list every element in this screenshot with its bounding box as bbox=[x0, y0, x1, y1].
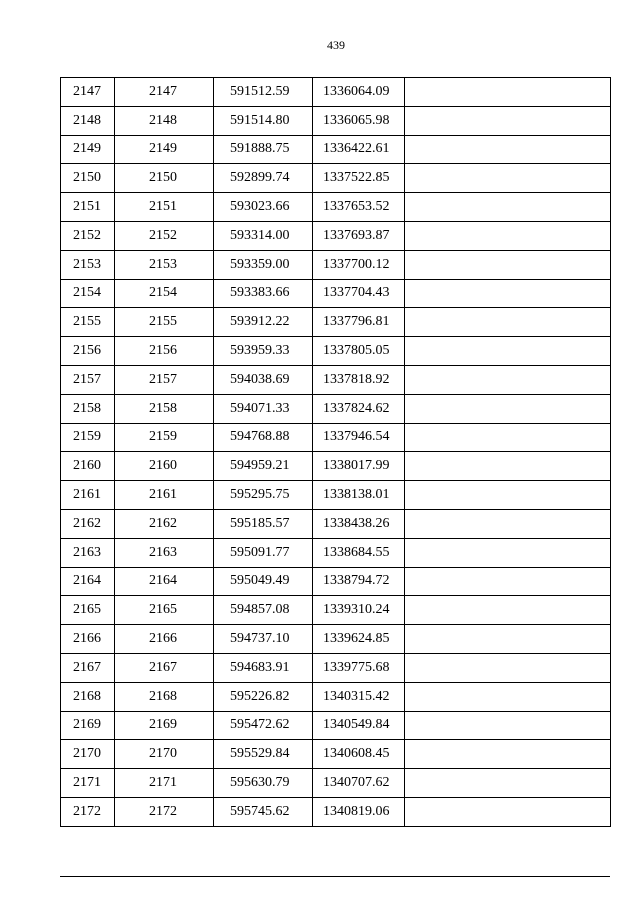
point-id-cell: 2169 bbox=[115, 711, 214, 740]
point-number-cell: 2159 bbox=[61, 423, 115, 452]
x-coordinate-cell: 594959.21 bbox=[214, 452, 313, 481]
y-coordinate-cell: 1337522.85 bbox=[313, 164, 405, 193]
y-coordinate-cell: 1337824.62 bbox=[313, 394, 405, 423]
point-id-cell: 2155 bbox=[115, 308, 214, 337]
x-coordinate-cell: 595529.84 bbox=[214, 740, 313, 769]
y-coordinate-cell: 1340608.45 bbox=[313, 740, 405, 769]
table-row bbox=[61, 797, 611, 826]
point-number-cell: 2147 bbox=[61, 78, 115, 107]
table-row bbox=[61, 365, 611, 394]
remarks-cell bbox=[405, 78, 611, 107]
x-coordinate-cell: 593359.00 bbox=[214, 250, 313, 279]
y-coordinate-cell: 1338017.99 bbox=[313, 452, 405, 481]
remarks-cell bbox=[405, 481, 611, 510]
x-coordinate-cell: 593314.00 bbox=[214, 221, 313, 250]
y-coordinate-cell: 1337700.12 bbox=[313, 250, 405, 279]
point-id-cell: 2168 bbox=[115, 682, 214, 711]
point-number-cell: 2171 bbox=[61, 769, 115, 798]
point-number-cell: 2152 bbox=[61, 221, 115, 250]
point-number-cell: 2165 bbox=[61, 596, 115, 625]
remarks-cell bbox=[405, 164, 611, 193]
footer-rule bbox=[60, 876, 610, 877]
y-coordinate-cell: 1337805.05 bbox=[313, 337, 405, 366]
table-row bbox=[61, 250, 611, 279]
point-id-cell: 2156 bbox=[115, 337, 214, 366]
page-number: 439 bbox=[327, 38, 345, 52]
point-id-cell: 2171 bbox=[115, 769, 214, 798]
point-id-cell: 2160 bbox=[115, 452, 214, 481]
point-number-cell: 2168 bbox=[61, 682, 115, 711]
x-coordinate-cell: 594768.88 bbox=[214, 423, 313, 452]
remarks-cell bbox=[405, 279, 611, 308]
table-row bbox=[61, 740, 611, 769]
point-id-cell: 2154 bbox=[115, 279, 214, 308]
point-number-cell: 2162 bbox=[61, 509, 115, 538]
remarks-cell bbox=[405, 452, 611, 481]
x-coordinate-cell: 592899.74 bbox=[214, 164, 313, 193]
point-id-cell: 2167 bbox=[115, 653, 214, 682]
table-row bbox=[61, 135, 611, 164]
table-row bbox=[61, 653, 611, 682]
point-number-cell: 2161 bbox=[61, 481, 115, 510]
table-row bbox=[61, 538, 611, 567]
point-number-cell: 2158 bbox=[61, 394, 115, 423]
x-coordinate-cell: 593959.33 bbox=[214, 337, 313, 366]
y-coordinate-cell: 1337796.81 bbox=[313, 308, 405, 337]
table-row bbox=[61, 164, 611, 193]
point-id-cell: 2149 bbox=[115, 135, 214, 164]
point-number-cell: 2150 bbox=[61, 164, 115, 193]
remarks-cell bbox=[405, 106, 611, 135]
y-coordinate-cell: 1336064.09 bbox=[313, 78, 405, 107]
table-row bbox=[61, 682, 611, 711]
remarks-cell bbox=[405, 538, 611, 567]
x-coordinate-cell: 591888.75 bbox=[214, 135, 313, 164]
x-coordinate-cell: 593023.66 bbox=[214, 193, 313, 222]
remarks-cell bbox=[405, 509, 611, 538]
x-coordinate-cell: 593912.22 bbox=[214, 308, 313, 337]
point-id-cell: 2166 bbox=[115, 625, 214, 654]
point-number-cell: 2156 bbox=[61, 337, 115, 366]
remarks-cell bbox=[405, 365, 611, 394]
coordinates-table bbox=[60, 77, 611, 827]
table-row bbox=[61, 711, 611, 740]
table-row bbox=[61, 193, 611, 222]
point-number-cell: 2151 bbox=[61, 193, 115, 222]
y-coordinate-cell: 1337818.92 bbox=[313, 365, 405, 394]
point-number-cell: 2155 bbox=[61, 308, 115, 337]
x-coordinate-cell: 593383.66 bbox=[214, 279, 313, 308]
table-row bbox=[61, 452, 611, 481]
x-coordinate-cell: 595630.79 bbox=[214, 769, 313, 798]
point-id-cell: 2150 bbox=[115, 164, 214, 193]
remarks-cell bbox=[405, 711, 611, 740]
y-coordinate-cell: 1337693.87 bbox=[313, 221, 405, 250]
table-row bbox=[61, 308, 611, 337]
x-coordinate-cell: 595185.57 bbox=[214, 509, 313, 538]
point-id-cell: 2165 bbox=[115, 596, 214, 625]
point-number-cell: 2149 bbox=[61, 135, 115, 164]
y-coordinate-cell: 1336065.98 bbox=[313, 106, 405, 135]
table-row bbox=[61, 106, 611, 135]
y-coordinate-cell: 1338438.26 bbox=[313, 509, 405, 538]
table-row bbox=[61, 509, 611, 538]
remarks-cell bbox=[405, 423, 611, 452]
y-coordinate-cell: 1340707.62 bbox=[313, 769, 405, 798]
point-number-cell: 2170 bbox=[61, 740, 115, 769]
y-coordinate-cell: 1337653.52 bbox=[313, 193, 405, 222]
remarks-cell bbox=[405, 308, 611, 337]
y-coordinate-cell: 1337704.43 bbox=[313, 279, 405, 308]
point-number-cell: 2160 bbox=[61, 452, 115, 481]
x-coordinate-cell: 595745.62 bbox=[214, 797, 313, 826]
point-number-cell: 2157 bbox=[61, 365, 115, 394]
point-number-cell: 2163 bbox=[61, 538, 115, 567]
x-coordinate-cell: 595091.77 bbox=[214, 538, 313, 567]
point-id-cell: 2157 bbox=[115, 365, 214, 394]
point-number-cell: 2148 bbox=[61, 106, 115, 135]
point-number-cell: 2167 bbox=[61, 653, 115, 682]
table-row bbox=[61, 221, 611, 250]
point-id-cell: 2170 bbox=[115, 740, 214, 769]
point-id-cell: 2152 bbox=[115, 221, 214, 250]
point-number-cell: 2169 bbox=[61, 711, 115, 740]
y-coordinate-cell: 1337946.54 bbox=[313, 423, 405, 452]
x-coordinate-cell: 595226.82 bbox=[214, 682, 313, 711]
remarks-cell bbox=[405, 250, 611, 279]
table-row bbox=[61, 279, 611, 308]
x-coordinate-cell: 594683.91 bbox=[214, 653, 313, 682]
point-number-cell: 2153 bbox=[61, 250, 115, 279]
x-coordinate-cell: 591512.59 bbox=[214, 78, 313, 107]
y-coordinate-cell: 1340819.06 bbox=[313, 797, 405, 826]
y-coordinate-cell: 1340315.42 bbox=[313, 682, 405, 711]
remarks-cell bbox=[405, 625, 611, 654]
x-coordinate-cell: 595295.75 bbox=[214, 481, 313, 510]
remarks-cell bbox=[405, 394, 611, 423]
x-coordinate-cell: 595472.62 bbox=[214, 711, 313, 740]
remarks-cell bbox=[405, 769, 611, 798]
x-coordinate-cell: 594038.69 bbox=[214, 365, 313, 394]
table-row bbox=[61, 394, 611, 423]
remarks-cell bbox=[405, 193, 611, 222]
table-row bbox=[61, 625, 611, 654]
coordinates-table-body bbox=[61, 78, 611, 827]
point-id-cell: 2153 bbox=[115, 250, 214, 279]
table-row bbox=[61, 78, 611, 107]
table-row bbox=[61, 769, 611, 798]
x-coordinate-cell: 591514.80 bbox=[214, 106, 313, 135]
remarks-cell bbox=[405, 740, 611, 769]
remarks-cell bbox=[405, 135, 611, 164]
point-id-cell: 2148 bbox=[115, 106, 214, 135]
y-coordinate-cell: 1339310.24 bbox=[313, 596, 405, 625]
point-id-cell: 2161 bbox=[115, 481, 214, 510]
remarks-cell bbox=[405, 653, 611, 682]
y-coordinate-cell: 1338684.55 bbox=[313, 538, 405, 567]
x-coordinate-cell: 595049.49 bbox=[214, 567, 313, 596]
point-id-cell: 2172 bbox=[115, 797, 214, 826]
remarks-cell bbox=[405, 567, 611, 596]
x-coordinate-cell: 594071.33 bbox=[214, 394, 313, 423]
x-coordinate-cell: 594857.08 bbox=[214, 596, 313, 625]
point-id-cell: 2158 bbox=[115, 394, 214, 423]
y-coordinate-cell: 1340549.84 bbox=[313, 711, 405, 740]
remarks-cell bbox=[405, 797, 611, 826]
y-coordinate-cell: 1339775.68 bbox=[313, 653, 405, 682]
point-number-cell: 2172 bbox=[61, 797, 115, 826]
y-coordinate-cell: 1339624.85 bbox=[313, 625, 405, 654]
table-row bbox=[61, 481, 611, 510]
x-coordinate-cell: 594737.10 bbox=[214, 625, 313, 654]
point-id-cell: 2151 bbox=[115, 193, 214, 222]
y-coordinate-cell: 1336422.61 bbox=[313, 135, 405, 164]
y-coordinate-cell: 1338794.72 bbox=[313, 567, 405, 596]
point-id-cell: 2164 bbox=[115, 567, 214, 596]
table-row bbox=[61, 567, 611, 596]
remarks-cell bbox=[405, 221, 611, 250]
y-coordinate-cell: 1338138.01 bbox=[313, 481, 405, 510]
remarks-cell bbox=[405, 337, 611, 366]
table-row bbox=[61, 337, 611, 366]
point-id-cell: 2159 bbox=[115, 423, 214, 452]
remarks-cell bbox=[405, 596, 611, 625]
table-row bbox=[61, 596, 611, 625]
point-number-cell: 2164 bbox=[61, 567, 115, 596]
point-number-cell: 2154 bbox=[61, 279, 115, 308]
table-row bbox=[61, 423, 611, 452]
remarks-cell bbox=[405, 682, 611, 711]
point-id-cell: 2162 bbox=[115, 509, 214, 538]
point-id-cell: 2147 bbox=[115, 78, 214, 107]
point-id-cell: 2163 bbox=[115, 538, 214, 567]
point-number-cell: 2166 bbox=[61, 625, 115, 654]
